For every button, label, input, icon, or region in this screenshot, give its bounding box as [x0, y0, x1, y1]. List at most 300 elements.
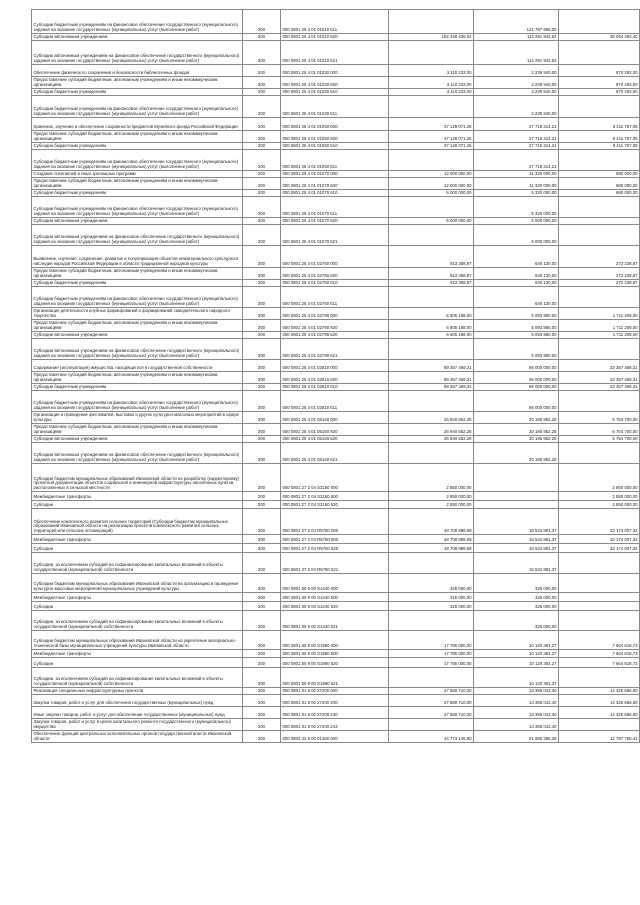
table-row — [32, 246, 640, 268]
row-name-cell: Субсидии автономным учреждениям — [32, 34, 243, 41]
row-unexecuted-amount-cell: 870 293,00 — [559, 65, 640, 77]
row-classification-cell: 000 0801 25 4 01 01010 611 — [281, 10, 389, 34]
row-classification-cell: 000 0801 51 9 00 27200 200 — [281, 695, 389, 707]
row-executed-amount-cell: 325 000,00 — [474, 602, 559, 611]
row-classification-cell: 000 0801 25 4 01 02760 000 — [281, 246, 389, 268]
row-executed-amount-cell: 20 185 952,28 — [474, 424, 559, 436]
row-code-cell: 200 — [243, 668, 281, 688]
table-row — [32, 464, 640, 492]
row-unexecuted-amount-cell: 14 325 666,60 — [559, 695, 640, 707]
row-code-cell: 200 — [243, 41, 281, 65]
row-approved-amount-cell: 6 000 000,00 — [389, 190, 474, 197]
row-code-cell: 200 — [243, 150, 281, 171]
row-approved-amount-cell — [389, 553, 474, 574]
table-row — [32, 10, 640, 34]
row-code-cell: 200 — [243, 190, 281, 197]
row-classification-cell: 000 0801 25 4 01 02790 620 — [281, 332, 389, 339]
table-row — [32, 391, 640, 412]
row-name-cell: Субсидии бюджетным учреждениям на финансовое обеспечение государственного (муниципального) задания на оказание государственных (муниципальных) услуг (выполнение работ) — [32, 150, 243, 171]
row-code-cell: 200 — [243, 246, 281, 268]
row-unexecuted-amount-cell: 680 000,00 — [559, 178, 640, 190]
table-row — [32, 131, 640, 143]
row-executed-amount-cell: 114 291 942,62 — [474, 34, 559, 41]
row-unexecuted-amount-cell: 33 174 007,32 — [559, 535, 640, 544]
row-code-cell: 200 — [243, 650, 281, 658]
row-unexecuted-amount-cell: 33 174 007,32 — [559, 509, 640, 535]
row-approved-amount-cell: 26 940 652,28 — [389, 412, 474, 424]
row-approved-amount-cell: 6 805 188,00 — [389, 332, 474, 339]
row-code-cell: 200 — [243, 535, 281, 544]
row-code-cell: 200 — [243, 593, 281, 602]
row-approved-amount-cell: 89 357 469,31 — [389, 372, 474, 384]
row-name-cell: Закупка товаров, работ и услуг в целях капитального ремонта государственного (муниципального) имущества — [32, 719, 243, 731]
row-executed-amount-cell: 325 000,00 — [474, 611, 559, 631]
row-unexecuted-amount-cell: 23 357 469,31 — [559, 384, 640, 391]
row-executed-amount-cell: 15 534 881,37 — [474, 535, 559, 544]
row-code-cell: 200 — [243, 360, 281, 372]
row-unexecuted-amount-cell: 23 357 469,31 — [559, 360, 640, 372]
row-executed-amount-cell: 640 130,00 — [474, 287, 559, 308]
row-name-cell: Обеспечение комплексного развития сельских территорий (Субсидии бюджетам муниципальных образований Ивановской области на реализацию проектов комплексного развития сельских территорий или сельских агломераций) — [32, 509, 243, 535]
row-name-cell: Субсидии — [32, 544, 243, 553]
row-executed-amount-cell: 20 185 952,28 — [474, 436, 559, 443]
row-name-cell: Предоставление субсидий бюджетным, автономным учреждениям и иным некоммерческим организациям — [32, 77, 243, 89]
row-unexecuted-amount-cell: 870 293,00 — [559, 89, 640, 96]
row-unexecuted-amount-cell: 7 664 618,73 — [559, 650, 640, 658]
row-unexecuted-amount-cell — [559, 287, 640, 308]
row-name-cell: Обеспечение физического сохранения и безопасности библиотечных фондов — [32, 65, 243, 77]
row-classification-cell: 000 0801 25 4 01 01050 600 — [281, 131, 389, 143]
row-executed-amount-cell: 13 355 043,40 — [474, 688, 559, 695]
row-classification-cell: 000 0801 25 4 01 01050 610 — [281, 143, 389, 150]
row-code-cell: 200 — [243, 308, 281, 320]
row-unexecuted-amount-cell: 23 357 469,31 — [559, 372, 640, 384]
row-code-cell: 200 — [243, 424, 281, 436]
table-row — [32, 360, 640, 372]
row-executed-amount-cell: 2 239 940,00 — [474, 65, 559, 77]
row-unexecuted-amount-cell: 33 174 007,32 — [559, 544, 640, 553]
row-unexecuted-amount-cell: 680 000,00 — [559, 171, 640, 178]
row-name-cell: Субсидии бюджетным учреждениям — [32, 280, 243, 287]
row-unexecuted-amount-cell: 6 754 700,00 — [559, 412, 640, 424]
row-executed-amount-cell: 20 185 952,28 — [474, 412, 559, 424]
row-executed-amount-cell: 6 000 000,00 — [474, 225, 559, 246]
row-classification-cell: 000 0801 27 2 04 R5760 520 — [281, 544, 389, 553]
row-classification-cell: 000 0801 25 4 01 01070 610 — [281, 190, 389, 197]
row-unexecuted-amount-cell: 6 754 700,00 — [559, 424, 640, 436]
row-code-cell: 200 — [243, 501, 281, 509]
row-classification-cell: 000 0801 25 4 01 02760 611 — [281, 287, 389, 308]
row-code-cell: 200 — [243, 611, 281, 631]
row-approved-amount-cell: 27 680 710,00 — [389, 695, 474, 707]
row-unexecuted-amount-cell — [559, 443, 640, 464]
row-executed-amount-cell: 11 320 000,00 — [474, 178, 559, 190]
row-code-cell: 200 — [243, 65, 281, 77]
table-row — [32, 197, 640, 218]
row-unexecuted-amount-cell: 9 411 757,05 — [559, 143, 640, 150]
row-classification-cell: 000 0801 25 4 01 01050 611 — [281, 150, 389, 171]
row-name-cell: Субсидии бюджетам муниципальных образований Ивановской области на укрепление материально-технической базы муниципальных учреждений культуры Ивановской области — [32, 631, 243, 650]
row-unexecuted-amount-cell: 9 411 757,05 — [559, 131, 640, 143]
row-executed-amount-cell: 325 000,00 — [474, 574, 559, 593]
row-unexecuted-amount-cell — [559, 339, 640, 360]
row-name-cell: Субсидии бюджетным учреждениям на финансовое обеспечение государственного (муниципального) задания на оказание государственных (муниципальных) услуг (выполнение работ) — [32, 10, 243, 34]
table-row — [32, 308, 640, 320]
row-code-cell: 200 — [243, 332, 281, 339]
row-classification-cell: 000 0801 50 9 00 S1980 000 — [281, 631, 389, 650]
row-classification-cell: 000 0801 51 9 00 27200 000 — [281, 688, 389, 695]
table-row — [32, 631, 640, 650]
row-classification-cell: 000 0801 27 2 04 R5760 000 — [281, 509, 389, 535]
table-row — [32, 190, 640, 197]
row-code-cell: 200 — [243, 658, 281, 668]
row-executed-amount-cell: 11 320 000,00 — [474, 171, 559, 178]
row-name-cell: Предоставление субсидий бюджетным, автономным учреждениям и иным некоммерческим организациям — [32, 320, 243, 332]
row-unexecuted-amount-cell — [559, 96, 640, 118]
row-name-cell: Субсидии бюджетным учреждениям на финансовое обеспечение государственного (муниципального) задания на оказание государственных (муниципальных) услуг (выполнение работ) — [32, 96, 243, 118]
row-code-cell: 200 — [243, 197, 281, 218]
table-row — [32, 372, 640, 384]
row-approved-amount-cell: 3 110 233,00 — [389, 89, 474, 96]
row-unexecuted-amount-cell: 14 325 666,60 — [559, 688, 640, 695]
row-classification-cell: 000 0801 25 4 01 05160 620 — [281, 436, 389, 443]
row-executed-amount-cell: 10 120 381,27 — [474, 650, 559, 658]
row-approved-amount-cell: 48 708 888,69 — [389, 535, 474, 544]
row-classification-cell: 000 0801 51 9 00 27200 243 — [281, 719, 389, 731]
row-approved-amount-cell: 27 680 710,00 — [389, 707, 474, 719]
row-executed-amount-cell: 15 534 881,37 — [474, 553, 559, 574]
row-unexecuted-amount-cell: 870 293,00 — [559, 77, 640, 89]
row-executed-amount-cell: 10 120 381,27 — [474, 631, 559, 650]
table-row — [32, 412, 640, 424]
row-code-cell: 200 — [243, 631, 281, 650]
row-unexecuted-amount-cell — [559, 218, 640, 225]
row-name-cell: Субсидии автономным учреждениям — [32, 436, 243, 443]
row-approved-amount-cell: 12 000 000,00 — [389, 171, 474, 178]
table-row — [32, 171, 640, 178]
row-name-cell: Закупка товаров, работ и услуг для обеспечения государственных (муниципальных) нужд — [32, 695, 243, 707]
table-row — [32, 320, 640, 332]
row-code-cell: 200 — [243, 509, 281, 535]
row-code-cell: 200 — [243, 384, 281, 391]
row-executed-amount-cell — [474, 492, 559, 501]
row-executed-amount-cell: 640 130,00 — [474, 246, 559, 268]
table-row — [32, 719, 640, 731]
row-name-cell: Субсидии автономным учреждениям — [32, 332, 243, 339]
row-executed-amount-cell: 27 716 314,21 — [474, 131, 559, 143]
row-name-cell: Субсидии бюджетным учреждениям — [32, 89, 243, 96]
row-classification-cell: 000 0801 50 9 00 S1440 520 — [281, 602, 389, 611]
row-executed-amount-cell: 13 355 043,40 — [474, 719, 559, 731]
row-unexecuted-amount-cell — [559, 574, 640, 593]
table-row — [32, 611, 640, 631]
row-name-cell: Организация деятельности клубных формирований и формирований самодеятельного народного творчества — [32, 308, 243, 320]
row-code-cell: 200 — [243, 280, 281, 287]
row-classification-cell: 000 0801 27 2 04 S3160 500 — [281, 492, 389, 501]
row-classification-cell: 000 0801 25 4 01 01030 000 — [281, 65, 389, 77]
row-executed-amount-cell: 10 120 381,27 — [474, 658, 559, 668]
row-unexecuted-amount-cell: 9 411 757,05 — [559, 118, 640, 131]
table-row — [32, 658, 640, 668]
row-executed-amount-cell: 27 716 314,21 — [474, 150, 559, 171]
row-unexecuted-amount-cell: 2 850 000,00 — [559, 492, 640, 501]
row-classification-cell: 000 0801 25 4 01 05160 621 — [281, 443, 389, 464]
row-unexecuted-amount-cell: 680 000,00 — [559, 190, 640, 197]
row-approved-amount-cell — [389, 339, 474, 360]
row-code-cell: 200 — [243, 464, 281, 492]
row-name-cell: Субсидии бюджетам муниципальных образований Ивановской области на разработку (корректировку) проектной документации объектов социальной и инженерной инфраструктуры населенных пунктов, расположенных в сельской местности — [32, 464, 243, 492]
row-classification-cell: 000 0804 42 9 00 01450 000 — [281, 731, 389, 743]
row-name-cell: Предоставление субсидий бюджетным, автономным учреждениям и иным некоммерческим организациям — [32, 372, 243, 384]
budget-table-body — [32, 10, 640, 743]
row-classification-cell: 000 0801 25 4 01 02760 600 — [281, 268, 389, 280]
row-code-cell: 200 — [243, 719, 281, 731]
table-row — [32, 268, 640, 280]
row-executed-amount-cell: 5 093 980,00 — [474, 332, 559, 339]
row-code-cell: 200 — [243, 443, 281, 464]
table-row — [32, 650, 640, 658]
row-executed-amount-cell — [474, 464, 559, 492]
table-row — [32, 436, 640, 443]
row-name-cell: Субсидии бюджетным учреждениям на финансовое обеспечение государственного (муниципального) задания на оказание государственных (муниципальных) услуг (выполнение работ) — [32, 391, 243, 412]
row-approved-amount-cell: 6 805 188,00 — [389, 320, 474, 332]
row-classification-cell: 000 0801 25 4 01 02760 610 — [281, 280, 389, 287]
row-approved-amount-cell: 26 940 652,28 — [389, 436, 474, 443]
row-name-cell: Межбюджетные трансферты — [32, 593, 243, 602]
row-name-cell: Субсидии автономным учреждениям на финансовое обеспечение государственного (муниципального) задания на оказание государственных (муниципальных) услуг (выполнение работ) — [32, 41, 243, 65]
row-approved-amount-cell: 2 850 000,00 — [389, 501, 474, 509]
row-code-cell: 200 — [243, 731, 281, 743]
row-executed-amount-cell: 640 130,00 — [474, 268, 559, 280]
row-unexecuted-amount-cell: 35 054 493,40 — [559, 34, 640, 41]
row-approved-amount-cell — [389, 96, 474, 118]
row-approved-amount-cell: 48 708 888,69 — [389, 544, 474, 553]
row-unexecuted-amount-cell — [559, 719, 640, 731]
table-row — [32, 688, 640, 695]
row-executed-amount-cell: 31 985 386,39 — [474, 731, 559, 743]
table-row — [32, 89, 640, 96]
row-approved-amount-cell: 6 000 000,00 — [389, 218, 474, 225]
row-approved-amount-cell: 913 368,87 — [389, 246, 474, 268]
row-name-cell: Субсидии — [32, 501, 243, 509]
row-approved-amount-cell: 325 000,00 — [389, 602, 474, 611]
row-code-cell: 200 — [243, 10, 281, 34]
row-classification-cell: 000 0801 25 4 01 01030 600 — [281, 77, 389, 89]
row-classification-cell: 000 0801 25 4 01 01030 611 — [281, 96, 389, 118]
table-row — [32, 731, 640, 743]
row-code-cell: 200 — [243, 412, 281, 424]
table-row — [32, 332, 640, 339]
row-classification-cell: 000 0801 50 9 00 S1980 521 — [281, 668, 389, 688]
row-classification-cell: 000 0801 25 4 01 01070 621 — [281, 225, 389, 246]
row-approved-amount-cell: 325 000,00 — [389, 574, 474, 593]
row-code-cell: 200 — [243, 89, 281, 96]
row-approved-amount-cell — [389, 10, 474, 34]
row-approved-amount-cell — [389, 611, 474, 631]
row-name-cell: Субсидии бюджетным учреждениям на финансовое обеспечение государственного (муниципального) задания на оказание государственных (муниципальных) услуг (выполнение работ) — [32, 287, 243, 308]
row-name-cell: Предоставление субсидий бюджетным, автономным учреждениям и иным некоммерческим организациям — [32, 424, 243, 436]
row-name-cell: Субсидии автономным учреждениям — [32, 218, 243, 225]
row-classification-cell: 000 0801 25 4 01 02790 000 — [281, 308, 389, 320]
row-classification-cell: 000 0801 25 4 01 05160 000 — [281, 412, 389, 424]
row-approved-amount-cell — [389, 668, 474, 688]
row-unexecuted-amount-cell: 6 754 700,00 — [559, 436, 640, 443]
row-executed-amount-cell: 5 320 000,00 — [474, 197, 559, 218]
row-code-cell: 200 — [243, 268, 281, 280]
row-name-cell: Субсидии бюджетным учреждениям — [32, 190, 243, 197]
row-approved-amount-cell: 26 940 652,28 — [389, 424, 474, 436]
table-row — [32, 218, 640, 225]
table-row — [32, 150, 640, 171]
row-approved-amount-cell: 44 773 146,80 — [389, 731, 474, 743]
row-code-cell: 200 — [243, 553, 281, 574]
row-name-cell: Межбюджетные трансферты — [32, 535, 243, 544]
row-name-cell: Субсидии автономным учреждениям на финансовое обеспечение государственного (муниципального) задания на оказание государственных (муниципальных) услуг (выполнение работ) — [32, 443, 243, 464]
row-executed-amount-cell: 121 797 996,00 — [474, 10, 559, 34]
row-code-cell: 200 — [243, 225, 281, 246]
row-name-cell: Субсидии, за исключением субсидий на софинансирование капитальных вложений в объекты государственной (муниципальной) собственности — [32, 553, 243, 574]
row-approved-amount-cell: 913 368,87 — [389, 268, 474, 280]
row-classification-cell: 000 0801 25 4 01 02790 600 — [281, 320, 389, 332]
row-classification-cell: 000 0801 27 2 04 R5760 521 — [281, 553, 389, 574]
row-unexecuted-amount-cell: 1 711 208,00 — [559, 308, 640, 320]
table-row — [32, 535, 640, 544]
table-row — [32, 695, 640, 707]
row-classification-cell: 000 0801 25 4 01 02810 000 — [281, 360, 389, 372]
row-unexecuted-amount-cell: 273 238,87 — [559, 246, 640, 268]
row-approved-amount-cell: 17 785 000,00 — [389, 631, 474, 650]
row-classification-cell: 000 0801 27 2 04 S3160 520 — [281, 501, 389, 509]
row-executed-amount-cell: 66 000 000,00 — [474, 372, 559, 384]
table-row — [32, 384, 640, 391]
row-unexecuted-amount-cell — [559, 611, 640, 631]
row-name-cell: Субсидии автономным учреждениям на финансовое обеспечение государственного (муниципального) задания на оказание государственных (муниципальных) услуг (выполнение работ) — [32, 225, 243, 246]
row-classification-cell: 000 0801 25 4 01 02810 600 — [281, 372, 389, 384]
row-approved-amount-cell: 48 708 888,69 — [389, 509, 474, 535]
row-code-cell: 200 — [243, 695, 281, 707]
row-approved-amount-cell — [389, 41, 474, 65]
row-code-cell: 200 — [243, 391, 281, 412]
row-unexecuted-amount-cell — [559, 668, 640, 688]
table-row — [32, 65, 640, 77]
row-code-cell: 200 — [243, 688, 281, 695]
table-row — [32, 178, 640, 190]
row-unexecuted-amount-cell — [559, 150, 640, 171]
table-row — [32, 143, 640, 150]
table-row — [32, 443, 640, 464]
row-approved-amount-cell — [389, 391, 474, 412]
row-code-cell: 200 — [243, 602, 281, 611]
row-name-cell: Субсидии бюджетным учреждениям на финансовое обеспечение государственного (муниципального) задания на оказание государственных (муниципальных) услуг (выполнение работ) — [32, 197, 243, 218]
row-name-cell: Субсидии — [32, 658, 243, 668]
table-row — [32, 424, 640, 436]
row-code-cell: 200 — [243, 287, 281, 308]
row-approved-amount-cell: 913 368,87 — [389, 280, 474, 287]
table-row — [32, 668, 640, 688]
table-row — [32, 77, 640, 89]
row-name-cell: Субсидии, за исключением субсидий на софинансирование капитальных вложений в объекты государственной (муниципальной) собственности — [32, 611, 243, 631]
row-classification-cell: 000 0801 25 4 01 01010 621 — [281, 41, 389, 65]
table-row — [32, 593, 640, 602]
row-name-cell: Субсидии автономным учреждениям на финансовое обеспечение государственного (муниципального) задания на оказание государственных (муниципальных) услуг (выполнение работ) — [32, 339, 243, 360]
row-name-cell: Межбюджетные трансферты — [32, 492, 243, 501]
row-executed-amount-cell: 640 130,00 — [474, 280, 559, 287]
row-unexecuted-amount-cell: 273 238,87 — [559, 268, 640, 280]
row-approved-amount-cell — [389, 719, 474, 731]
table-row — [32, 553, 640, 574]
row-code-cell: 200 — [243, 96, 281, 118]
row-name-cell: Предоставление субсидий бюджетным, автономным учреждениям и иным некоммерческим организациям — [32, 131, 243, 143]
row-classification-cell: 000 0801 25 4 01 01030 610 — [281, 89, 389, 96]
row-classification-cell: 000 0801 25 4 01 01050 000 — [281, 118, 389, 131]
row-name-cell: Субсидии бюджетам муниципальных образований Ивановской области на организацию и проведение культурно-массовых мероприятий муниципальных учреждений культуры — [32, 574, 243, 593]
row-executed-amount-cell: 6 000 000,00 — [474, 218, 559, 225]
table-row — [32, 34, 640, 41]
table-row — [32, 96, 640, 118]
table-row — [32, 501, 640, 509]
row-code-cell: 200 — [243, 574, 281, 593]
row-code-cell: 200 — [243, 218, 281, 225]
row-code-cell: 200 — [243, 544, 281, 553]
row-approved-amount-cell: 89 357 469,31 — [389, 360, 474, 372]
row-classification-cell: 000 0801 51 9 00 27200 240 — [281, 707, 389, 719]
row-code-cell: 200 — [243, 131, 281, 143]
row-executed-amount-cell: 27 716 314,21 — [474, 143, 559, 150]
row-classification-cell: 000 0801 50 9 00 S1440 521 — [281, 611, 389, 631]
table-row — [32, 492, 640, 501]
row-classification-cell: 000 0801 25 4 01 05160 600 — [281, 424, 389, 436]
row-unexecuted-amount-cell: 12 787 760,41 — [559, 731, 640, 743]
row-classification-cell: 000 0801 25 4 01 01070 611 — [281, 197, 389, 218]
row-executed-amount-cell: 5 093 980,00 — [474, 308, 559, 320]
row-name-cell: Субсидии, за исключением субсидий на софинансирование капитальных вложений в объекты государственной (муниципальной) собственности — [32, 668, 243, 688]
row-name-cell: Предоставление субсидий бюджетным, автономным учреждениям и иным некоммерческим организациям — [32, 268, 243, 280]
row-name-cell: Иные закупки товаров, работ и услуг для обеспечения государственных (муниципальных) нужд — [32, 707, 243, 719]
row-executed-amount-cell — [474, 501, 559, 509]
row-approved-amount-cell: 3 110 233,00 — [389, 77, 474, 89]
row-executed-amount-cell: 2 239 940,00 — [474, 96, 559, 118]
row-classification-cell: 000 0801 25 4 01 01010 620 — [281, 34, 389, 41]
row-approved-amount-cell: 2 850 000,00 — [389, 464, 474, 492]
table-row — [32, 118, 640, 131]
row-code-cell: 200 — [243, 492, 281, 501]
row-approved-amount-cell: 6 805 188,00 — [389, 308, 474, 320]
row-classification-cell: 000 0801 50 9 00 S1440 500 — [281, 593, 389, 602]
row-executed-amount-cell: 13 355 043,40 — [474, 695, 559, 707]
row-approved-amount-cell: 17 785 000,00 — [389, 650, 474, 658]
row-classification-cell: 000 0801 25 4 01 02810 610 — [281, 384, 389, 391]
row-classification-cell: 000 0801 27 2 04 S3160 000 — [281, 464, 389, 492]
row-approved-amount-cell: 37 128 071,26 — [389, 143, 474, 150]
row-classification-cell: 000 0801 25 4 01 02790 621 — [281, 339, 389, 360]
row-approved-amount-cell — [389, 197, 474, 218]
row-approved-amount-cell: 37 128 071,26 — [389, 131, 474, 143]
row-name-cell: Содержание (эксплуатация) имущества, находящегося в государственной собственности — [32, 360, 243, 372]
row-code-cell: 200 — [243, 372, 281, 384]
row-code-cell: 200 — [243, 118, 281, 131]
row-executed-amount-cell: 15 534 881,37 — [474, 509, 559, 535]
row-executed-amount-cell: 5 093 980,00 — [474, 320, 559, 332]
row-name-cell: Субсидии — [32, 602, 243, 611]
row-unexecuted-amount-cell: 2 850 000,00 — [559, 464, 640, 492]
row-executed-amount-cell: 2 239 940,00 — [474, 77, 559, 89]
row-approved-amount-cell — [389, 287, 474, 308]
row-approved-amount-cell — [389, 443, 474, 464]
row-approved-amount-cell — [389, 150, 474, 171]
row-classification-cell: 000 0801 25 4 01 02810 611 — [281, 391, 389, 412]
row-unexecuted-amount-cell: 273 238,87 — [559, 280, 640, 287]
row-executed-amount-cell: 20 185 952,28 — [474, 443, 559, 464]
